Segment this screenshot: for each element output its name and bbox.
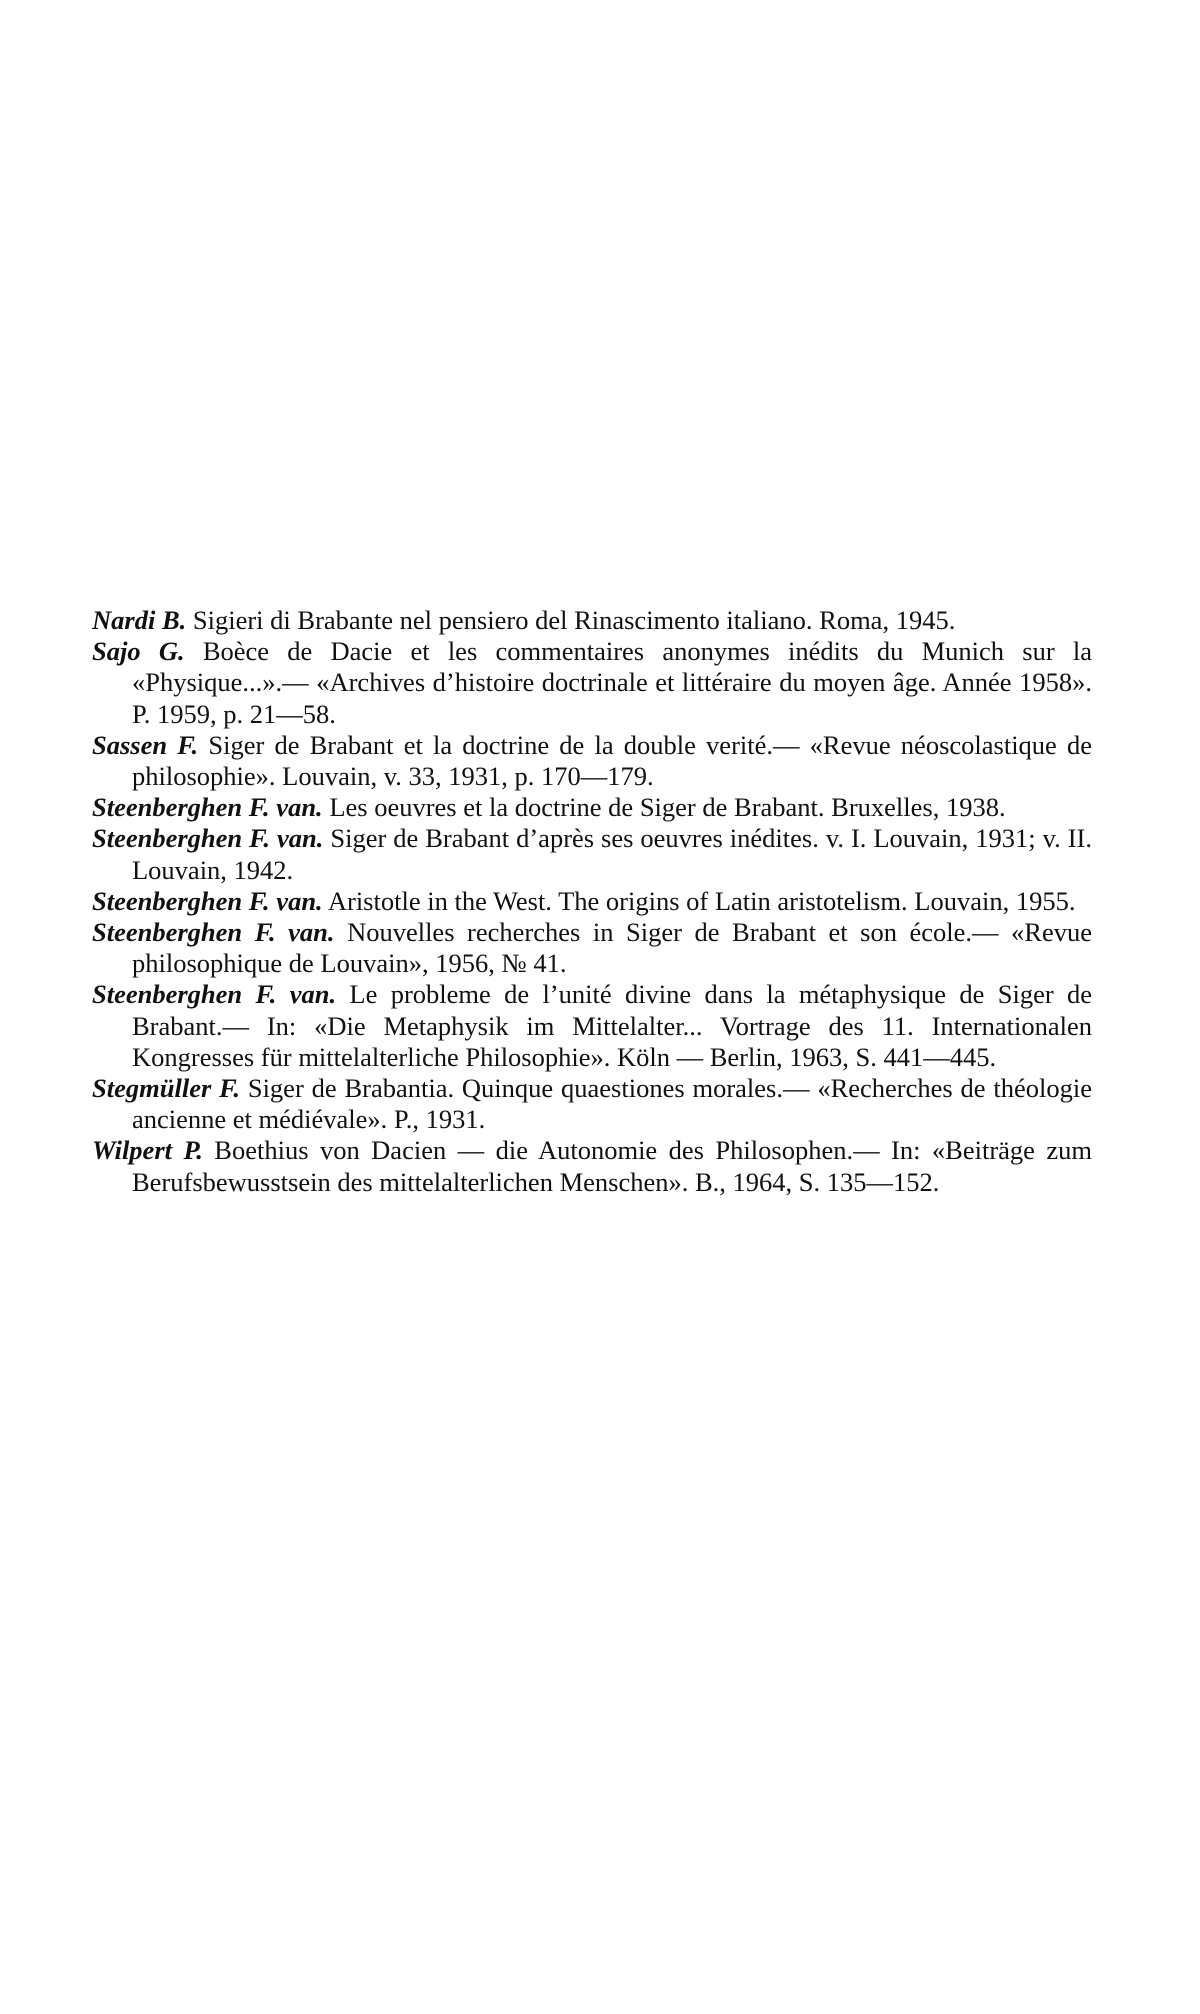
entry-author: Steenberghen F. van. [92, 979, 337, 1010]
entry-author: Sassen F. [92, 729, 199, 760]
entry-author: Steenberghen F. van. [92, 823, 324, 854]
entry-text: Le probleme de l’unité divine dans la métaphysique de Siger de Brabant.— In: «Die Metaphysik im Mittelalter... Vortrage des 11. Internationalen Kongresses für mittelalterliche Philosophie». Köln — Berlin, 1963, S. 441—445. [132, 979, 1092, 1072]
bibliography-entry [92, 1073, 1092, 1135]
entry-text: Boethius von Dacien — die Autonomie des Philosophen.— In: «Beiträge zum Berufsbewusstsein des mittelalterlichen Menschen». B., 1964, S. 135—152. [132, 1135, 1092, 1197]
bibliography-entry [92, 605, 1092, 636]
entry-author: Steenberghen F. van. [92, 917, 335, 948]
entry-text: Boèce de Dacie et les commentaires anonymes inédits du Munich sur la «Physique...».— «Archives d’histoire doctrinale et littéraire du moyen âge. Année 1958». P. 1959, p. 21—58. [132, 636, 1092, 729]
bibliography-entry [92, 1135, 1092, 1197]
entry-author: Steenberghen F. van. [92, 792, 323, 823]
bibliography-entry [92, 823, 1092, 885]
entry-text: Sigieri di Brabante nel pensiero del Rinascimento italiano. Roma, 1945. [192, 605, 956, 635]
entry-text: Les oeuvres et la doctrine de Siger de Brabant. Bruxelles, 1938. [329, 792, 1006, 823]
bibliography-list [92, 605, 1092, 1198]
entry-author: Stegmüller F. [92, 1073, 240, 1104]
entry-text: Nouvelles recherches in Siger de Brabant et son école.— «Revue philosophique de Louvain», 1956, № 41. [132, 917, 1092, 979]
entry-author: Wilpert P. [92, 1135, 203, 1166]
entry-text: Siger de Brabantia. Quinque quaestiones morales.— «Recherches de théologie ancienne et médiévale». P., 1931. [132, 1073, 1092, 1135]
entry-author: Nardi B. [92, 605, 187, 635]
entry-text: Siger de Brabant d’après ses oeuvres inédites. v. I. Louvain, 1931; v. II. Louvain, 1942. [132, 823, 1092, 885]
bibliography-entry [92, 917, 1092, 979]
entry-text: Aristotle in the West. The origins of Latin aristotelism. Louvain, 1955. [327, 885, 1076, 916]
bibliography-entry [92, 636, 1092, 730]
bibliography-entry [92, 730, 1092, 792]
bibliography-entry [92, 886, 1092, 917]
bibliography-page [92, 605, 1092, 1198]
entry-text: Siger de Brabant et la doctrine de la double verité.— «Revue néoscolastique de philosophie». Louvain, v. 33, 1931, p. 170—179. [132, 729, 1092, 792]
bibliography-entry [92, 792, 1092, 823]
entry-author: Sajo G. [92, 636, 185, 667]
entry-author: Steenberghen F. van. [92, 885, 323, 916]
bibliography-entry [92, 979, 1092, 1073]
